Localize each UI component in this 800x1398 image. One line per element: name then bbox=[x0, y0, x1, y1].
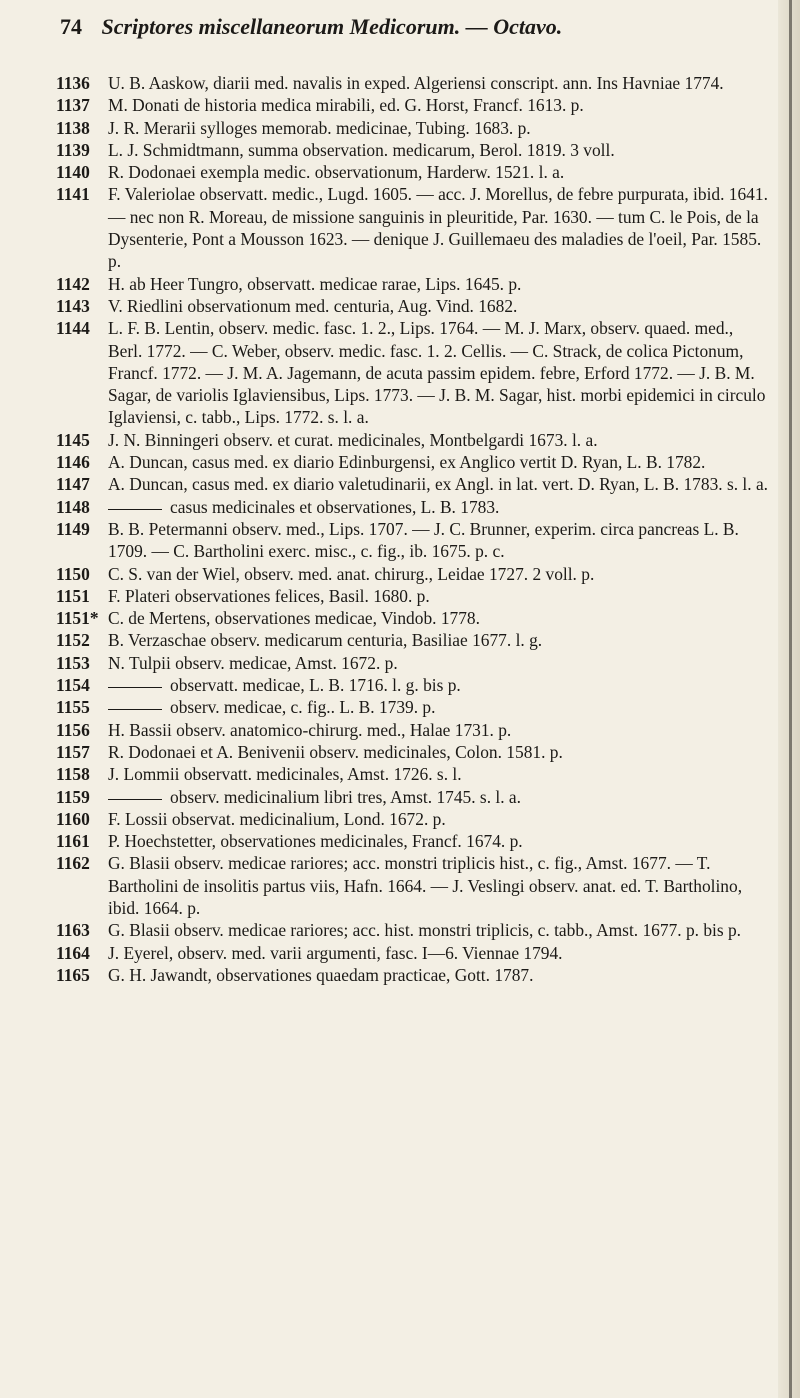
bibliography-entry bbox=[56, 429, 770, 451]
entry-number: 1156 bbox=[56, 719, 90, 740]
entry-number: 1161 bbox=[56, 831, 90, 852]
entry-citation bbox=[108, 852, 770, 919]
bibliography-entry bbox=[56, 942, 770, 964]
entry-number: 1137 bbox=[56, 95, 90, 116]
bibliography-entry bbox=[56, 629, 770, 651]
bibliography-entry bbox=[56, 273, 770, 295]
entry-number: 1151 bbox=[56, 585, 90, 606]
bibliography-entry bbox=[56, 72, 770, 94]
entry-number: 1146 bbox=[56, 452, 90, 473]
entry-citation bbox=[108, 183, 770, 272]
citation-text: observ. medicinalium libri tres, Amst. 1745. s. l. a. bbox=[170, 786, 521, 807]
citation-text: B. Verzaschae observ. medicarum centuria, Basiliae 1677. l. g. bbox=[108, 630, 543, 651]
entry-number: 1139 bbox=[56, 139, 90, 160]
citation-text: A. Duncan, casus med. ex diario Edinburgensi, ex Anglico vertit D. Ryan, L. B. 1782. bbox=[108, 452, 706, 473]
entry-number: 1160 bbox=[56, 808, 90, 829]
entry-citation bbox=[108, 629, 770, 651]
bibliography-entry bbox=[56, 317, 770, 428]
citation-text: casus medicinales et observationes, L. B. 1783. bbox=[170, 496, 500, 517]
entry-citation bbox=[108, 964, 770, 986]
entry-number: 1136 bbox=[56, 73, 90, 93]
entry-number: 1164 bbox=[56, 942, 90, 963]
bibliography-entry bbox=[56, 451, 770, 473]
binding-shadow bbox=[789, 0, 792, 1398]
citation-text: N. Tulpii observ. medicae, Amst. 1672. p. bbox=[108, 652, 398, 673]
entry-citation bbox=[108, 696, 770, 718]
citation-text: R. Dodonaei et A. Benivenii observ. medicinales, Colon. 1581. p. bbox=[108, 741, 563, 762]
citation-text: J. N. Binningeri observ. et curat. medicinales, Montbelgardi 1673. l. a. bbox=[108, 429, 598, 450]
bibliography-entry bbox=[56, 652, 770, 674]
entry-citation bbox=[108, 139, 770, 161]
bibliography-entry bbox=[56, 741, 770, 763]
citation-text: U. B. Aaskow, diarii med. navalis in exped. Algeriensi conscript. ann. Ins Havniae 1774. bbox=[108, 73, 724, 93]
entry-citation bbox=[108, 94, 770, 116]
entry-number: 1152 bbox=[56, 630, 90, 651]
entry-citation bbox=[108, 518, 770, 563]
bibliography-entry bbox=[56, 518, 770, 563]
citation-text: J. Lommii observatt. medicinales, Amst. 1726. s. l. bbox=[108, 764, 462, 785]
citation-text: L. F. B. Lentin, observ. medic. fasc. 1. 2., Lips. 1764. — M. J. Marx, observ. quaed. med., Berl. 1772. — C. Weber, observ. medic. fasc. 1. 2. Cellis. — C. Strack, de colica Pictonum, Francf. 1772. — J. M. A. Jagemann, de acuta passim epidem. febre, Erford 1772. — J. B. M. Sagar, de variolis Iglaviensibus, Lips. 1773. — J. B. M. Sagar, hist. morbi epidemici in circulo Iglaviensi, c. tabb., Lips. 1772. s. l. a. bbox=[108, 318, 766, 428]
entry-number: 1142 bbox=[56, 273, 90, 294]
entry-citation bbox=[108, 607, 770, 629]
entry-number: 1153 bbox=[56, 652, 90, 673]
entry-number: 1144 bbox=[56, 318, 90, 339]
citation-text: G. Blasii observ. medicae rariores; acc. hist. monstri triplicis, c. tabb., Amst. 1677. p. bis p. bbox=[108, 920, 742, 941]
entry-citation bbox=[108, 295, 770, 317]
ditto-dash bbox=[108, 798, 162, 800]
entry-number: 1158 bbox=[56, 764, 90, 785]
bibliography-entry bbox=[56, 117, 770, 139]
citation-text: V. Riedlini observationum med. centuria, Aug. Vind. 1682. bbox=[108, 295, 518, 316]
citation-text: observatt. medicae, L. B. 1716. l. g. bis p. bbox=[170, 675, 461, 696]
entry-citation bbox=[108, 161, 770, 183]
entry-citation bbox=[108, 496, 770, 518]
entry-citation bbox=[108, 786, 770, 808]
bibliography-entry bbox=[56, 94, 770, 116]
entry-number: 1148 bbox=[56, 496, 90, 517]
bibliography-entry bbox=[56, 830, 770, 852]
entry-number: 1155 bbox=[56, 697, 90, 718]
entry-number: 1138 bbox=[56, 117, 90, 138]
bibliography-entry bbox=[56, 964, 770, 986]
entry-citation bbox=[108, 473, 770, 495]
entry-citation bbox=[108, 72, 770, 94]
citation-text: F. Lossii observat. medicinalium, Lond. 1672. p. bbox=[108, 808, 446, 829]
citation-text: J. Eyerel, observ. med. varii argumenti, fasc. I—6. Viennae 1794. bbox=[108, 942, 563, 963]
citation-text: A. Duncan, casus med. ex diario valetudinarii, ex Angl. in lat. vert. D. Ryan, L. B. 1783. s. l. a. bbox=[108, 474, 769, 495]
citation-text: L. J. Schmidtmann, summa observation. medicarum, Berol. 1819. 3 voll. bbox=[108, 139, 615, 160]
entry-number: 1143 bbox=[56, 295, 90, 316]
entry-citation bbox=[108, 451, 770, 473]
ditto-dash bbox=[108, 508, 162, 510]
citation-text: H. Bassii observ. anatomico-chirurg. med., Halae 1731. p. bbox=[108, 719, 512, 740]
bibliography-entry bbox=[56, 585, 770, 607]
entry-number: 1150 bbox=[56, 563, 90, 584]
entry-citation bbox=[108, 652, 770, 674]
entry-number: 1165 bbox=[56, 964, 90, 985]
bibliography-entry bbox=[56, 919, 770, 941]
bibliography-entry bbox=[56, 563, 770, 585]
entry-citation bbox=[108, 919, 770, 941]
citation-text: P. Hoechstetter, observationes medicinales, Francf. 1674. p. bbox=[108, 831, 523, 852]
citation-text: F. Valeriolae observatt. medic., Lugd. 1605. — acc. J. Morellus, de febre purpurata, ibid. 1641. — nec non R. Moreau, de missione sanguinis in pleuritide, Par. 1630. — tum C. le Pois, de la Dysenterie, Pont a Mousson 1623. — denique J. Guillemaeu des maladies de l'oeil, Par. 1585. p. bbox=[108, 184, 768, 272]
bibliography-entry bbox=[56, 161, 770, 183]
entry-number: 1149 bbox=[56, 518, 90, 539]
citation-text: G. Blasii observ. medicae rariores; acc. monstri triplicis hist., c. fig., Amst. 1677. — T. Bartholini de insolitis partus viis, Hafn. 1664. — J. Veslingi observ. anat. ed. T. Bartholino, ibid. 1664. p. bbox=[108, 853, 743, 918]
citation-text: H. ab Heer Tungro, observatt. medicae rarae, Lips. 1645. p. bbox=[108, 273, 522, 294]
page-number: 74 bbox=[60, 14, 82, 39]
entry-number: 1145 bbox=[56, 429, 90, 450]
entry-citation bbox=[108, 808, 770, 830]
running-title: Scriptores miscellaneorum Medicorum. — Octavo. bbox=[101, 14, 563, 39]
bibliography-entry bbox=[56, 295, 770, 317]
bibliography-entry bbox=[56, 763, 770, 785]
citation-text: C. de Mertens, observationes medicae, Vindob. 1778. bbox=[108, 608, 480, 629]
citation-text: M. Donati de historia medica mirabili, ed. G. Horst, Francf. 1613. p. bbox=[108, 95, 584, 116]
entry-number: 1157 bbox=[56, 741, 90, 762]
entry-citation bbox=[108, 674, 770, 696]
entry-citation bbox=[108, 763, 770, 785]
running-header bbox=[60, 14, 760, 54]
entry-citation bbox=[108, 942, 770, 964]
bibliography-entry bbox=[56, 496, 770, 518]
bibliography-entry bbox=[56, 786, 770, 808]
ditto-dash bbox=[108, 708, 162, 710]
bibliography-entry bbox=[56, 183, 770, 272]
entry-citation bbox=[108, 317, 770, 428]
bibliography-entry bbox=[56, 808, 770, 830]
entry-citation bbox=[108, 273, 770, 295]
entry-number: 1140 bbox=[56, 162, 90, 183]
entry-number: 1154 bbox=[56, 675, 90, 696]
citation-text: G. H. Jawandt, observationes quaedam practicae, Gott. 1787. bbox=[108, 964, 534, 985]
bibliography-entry bbox=[56, 139, 770, 161]
entry-number: 1162 bbox=[56, 853, 90, 874]
bibliography-entry bbox=[56, 674, 770, 696]
bibliography-list bbox=[56, 72, 770, 986]
bibliography-entry bbox=[56, 473, 770, 495]
entry-number: 1147 bbox=[56, 474, 90, 495]
bibliography-entry bbox=[56, 607, 770, 629]
entry-number: 1151* bbox=[56, 608, 99, 629]
entry-citation bbox=[108, 741, 770, 763]
entry-citation bbox=[108, 719, 770, 741]
entry-number: 1141 bbox=[56, 184, 90, 205]
entry-citation bbox=[108, 830, 770, 852]
entry-citation bbox=[108, 117, 770, 139]
citation-text: B. B. Petermanni observ. med., Lips. 1707. — J. C. Brunner, experim. circa pancreas L. B. 1709. — C. Bartholini exerc. misc., c. fig., ib. 1675. p. c. bbox=[108, 518, 739, 562]
citation-text: F. Plateri observationes felices, Basil. 1680. p. bbox=[108, 585, 430, 606]
entry-citation bbox=[108, 429, 770, 451]
citation-text: observ. medicae, c. fig.. L. B. 1739. p. bbox=[170, 697, 436, 718]
citation-text: J. R. Merarii sylloges memorab. medicinae, Tubing. 1683. p. bbox=[108, 117, 531, 138]
entry-citation bbox=[108, 563, 770, 585]
ditto-dash bbox=[108, 686, 162, 688]
bibliography-entry bbox=[56, 696, 770, 718]
entry-number: 1159 bbox=[56, 786, 90, 807]
citation-text: R. Dodonaei exempla medic. observationum, Harderw. 1521. l. a. bbox=[108, 162, 565, 183]
citation-text: C. S. van der Wiel, observ. med. anat. chirurg., Leidae 1727. 2 voll. p. bbox=[108, 563, 595, 584]
entry-number: 1163 bbox=[56, 920, 90, 941]
entry-citation bbox=[108, 585, 770, 607]
bibliography-entry bbox=[56, 719, 770, 741]
bibliography-entry bbox=[56, 852, 770, 919]
